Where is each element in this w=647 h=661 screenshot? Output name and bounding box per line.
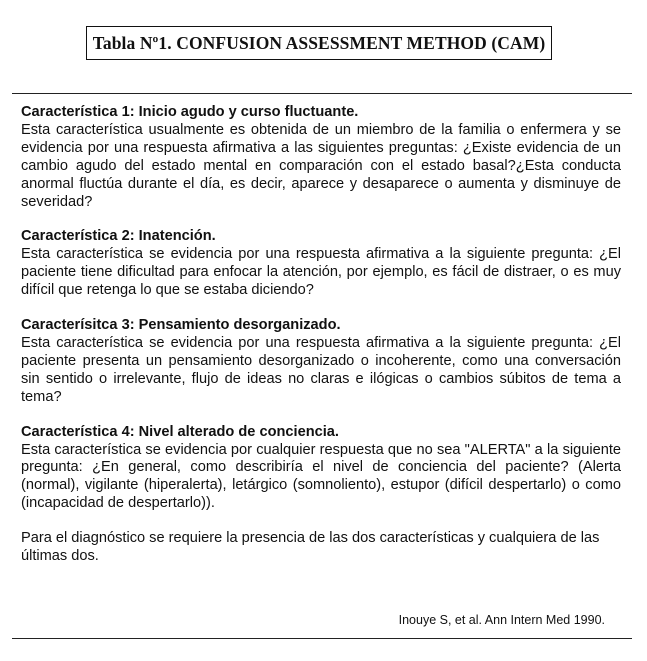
feature-2-body: Esta característica se evidencia por una respuesta afirmativa a la siguiente pregunta: ¿El paciente tiene dificultad para enfocar la atención, por ejemplo, es fácil de distraer, o es muy difícil que retenga lo que se estaba diciendo? <box>21 246 621 299</box>
feature-1-body: Esta característica usualmente es obtenida de un miembro de la familia o enfermera y se evidencia por una respuesta afirmativa a las siguientes preguntas: ¿Existe evidencia de un cambio agudo del estado mental en comparación con el estado basal?¿Esta conducta anormal fluctúa durante el día, es decir, aparece y desaparece o aumenta y disminuye de severidad? <box>21 121 621 210</box>
top-divider <box>12 93 632 94</box>
feature-4-heading: Característica 4: Nivel alterado de conciencia. <box>21 423 339 440</box>
diagnosis-note: Para el diagnóstico se requiere la presencia de las dos características y cualquiera de las últimas dos. <box>21 530 600 565</box>
table-title: Tabla Nº1. CONFUSION ASSESSMENT METHOD (CAM) <box>86 26 552 60</box>
feature-2 <box>21 228 621 300</box>
feature-3-body: Esta característica se evidencia por una respuesta afirmativa a la siguiente pregunta: ¿El paciente presenta un pensamiento desorganizado o incoherente, como una conversación sin sentido o irrelevante, flujo de ideas no claras e ilógicas o cambios súbitos de tema a tema? <box>21 334 621 405</box>
feature-4-body: Esta característica se evidencia por cualquier respuesta que no sea "ALERTA" a la siguiente pregunta: ¿En general, como describiría el nivel de conciencia del paciente? (Alerta (normal), vigilante (hiperalerta), letárgico (somnoliento), estupor (difícil despertarlo) o como (incapacidad de despertarlo)). <box>21 441 621 512</box>
feature-2-heading: Característica 2: Inatención. <box>21 228 216 245</box>
feature-1 <box>21 104 621 211</box>
citation: Inouye S, et al. Ann Intern Med 1990. <box>398 613 605 627</box>
feature-3-heading: Caracterísitca 3: Pensamiento desorganizado. <box>21 317 341 334</box>
feature-1-heading: Característica 1: Inicio agudo y curso fluctuante. <box>21 104 359 120</box>
cam-criteria-content <box>21 104 621 566</box>
feature-3 <box>21 317 621 407</box>
feature-4 <box>21 424 621 514</box>
bottom-divider <box>12 638 632 639</box>
